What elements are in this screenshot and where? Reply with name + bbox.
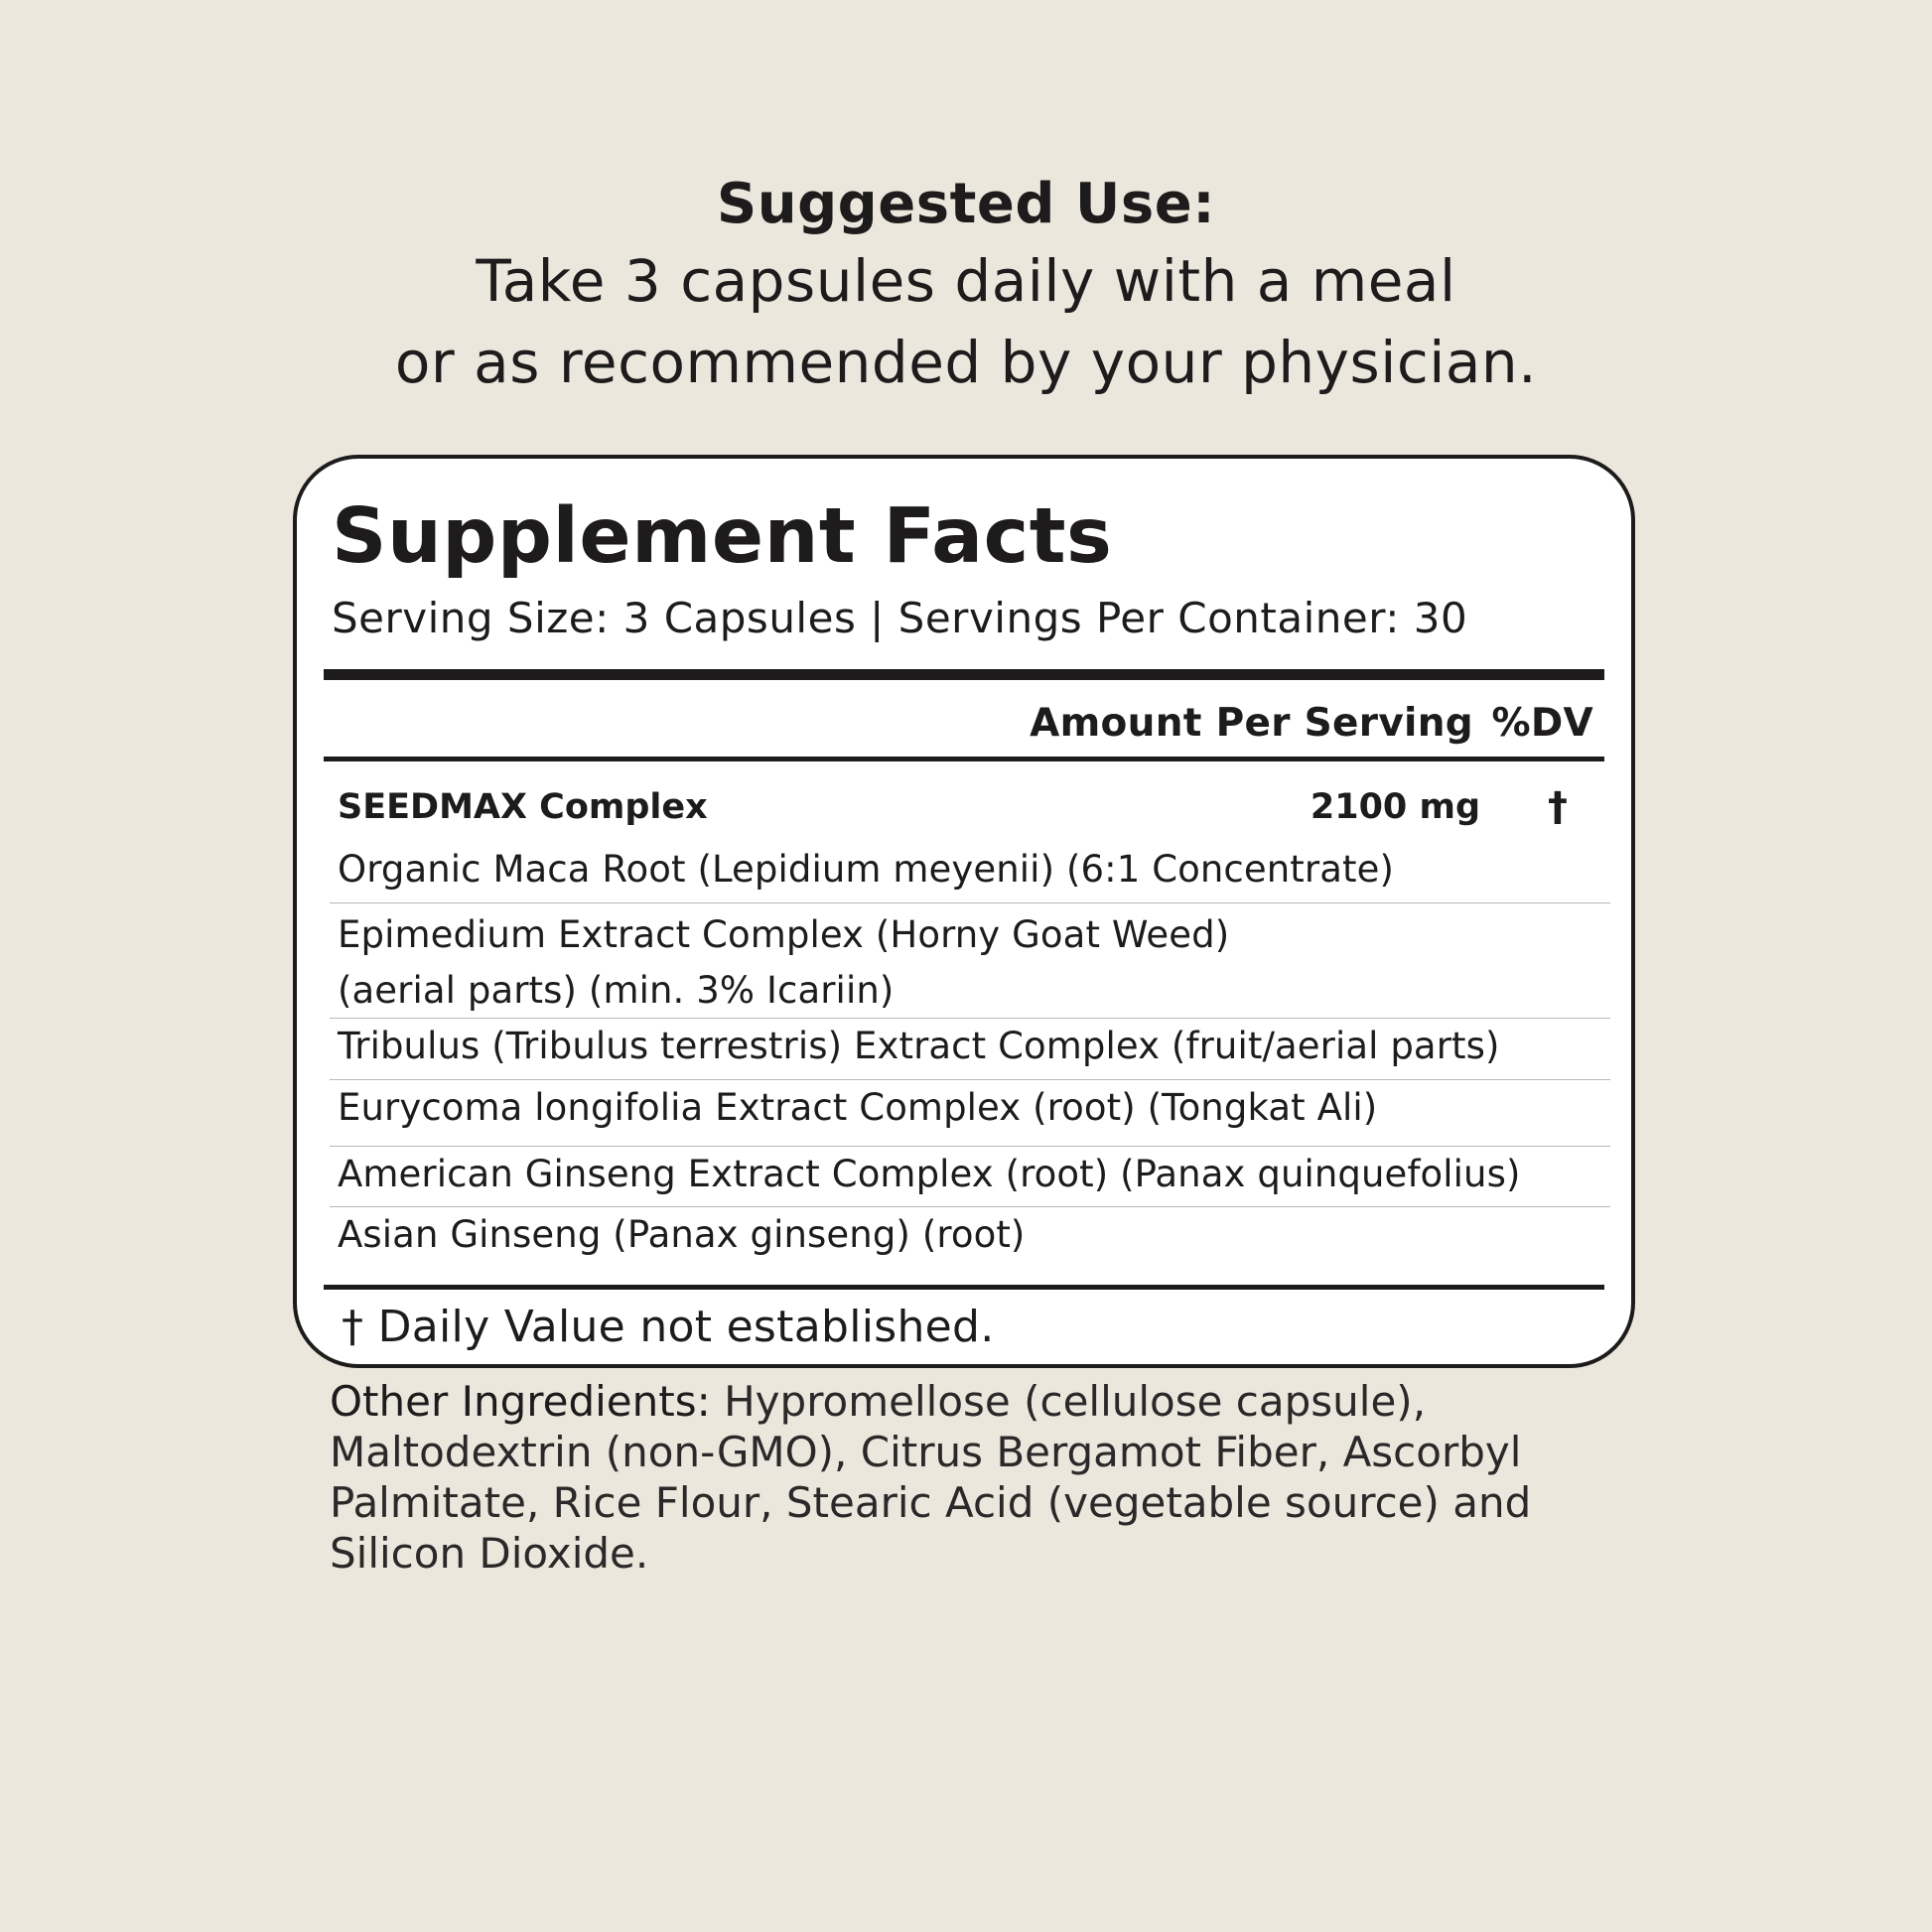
serving-info: Serving Size: 3 Capsules | Servings Per Container: 30 [332, 594, 1468, 642]
daily-value-footnote: † Daily Value not established. [342, 1302, 995, 1352]
suggested-use-heading: Suggested Use: [716, 172, 1216, 236]
other-ingredients [330, 1376, 1650, 1579]
dv-header: %DV [1491, 701, 1593, 746]
ingredient-row [330, 1019, 1610, 1080]
ingredient-name: Eurycoma longifolia Extract Complex (root) (Tongkat Ali) [338, 1086, 1378, 1129]
ingredient-row [330, 842, 1610, 903]
complex-row [297, 779, 1631, 835]
suggested-use-block [0, 169, 1932, 403]
other-ingredients-label: Other Ingredients: [330, 1377, 711, 1426]
panel-title: Supplement Facts [332, 492, 1113, 581]
suggested-use-line-2: or as recommended by your physician. [394, 329, 1538, 396]
ingredient-name: Tribulus (Tribulus terrestris) Extract Complex (fruit/aerial parts) [338, 1025, 1500, 1067]
ingredient-row [330, 1207, 1610, 1269]
complex-name: SEEDMAX Complex [338, 787, 708, 827]
footer-divider [324, 1285, 1604, 1290]
ingredient-row [330, 1080, 1610, 1147]
ingredient-name: Epimedium Extract Complex (Horny Goat Weed) [338, 913, 1230, 956]
header-divider [324, 757, 1604, 761]
ingredient-row [330, 1147, 1610, 1207]
thick-divider-top [324, 669, 1604, 680]
ingredient-name-continued: (aerial parts) (min. 3% Icariin) [338, 969, 895, 1012]
amount-per-serving-header: Amount Per Serving [1030, 701, 1473, 746]
supplement-facts-panel [293, 455, 1635, 1368]
ingredient-row [330, 903, 1610, 1019]
complex-dv: † [1548, 784, 1568, 830]
ingredient-name: American Ginseng Extract Complex (root) (Panax quinquefolius) [338, 1153, 1521, 1195]
suggested-use-line-1: Take 3 capsules daily with a meal [476, 247, 1456, 315]
ingredient-list [330, 842, 1610, 1269]
ingredient-name: Organic Maca Root (Lepidium meyenii) (6:1 Concentrate) [338, 848, 1394, 891]
complex-amount: 2100 mg [1310, 787, 1480, 827]
other-ingredients-text: Hypromellose (cellulose capsule), Maltodextrin (non-GMO), Citrus Bergamot Fiber, Ascorbyl Palmitate, Rice Flour, Stearic Acid (vegetable source) and Silicon Dioxide. [330, 1377, 1532, 1578]
ingredient-name: Asian Ginseng (Panax ginseng) (root) [338, 1213, 1026, 1256]
